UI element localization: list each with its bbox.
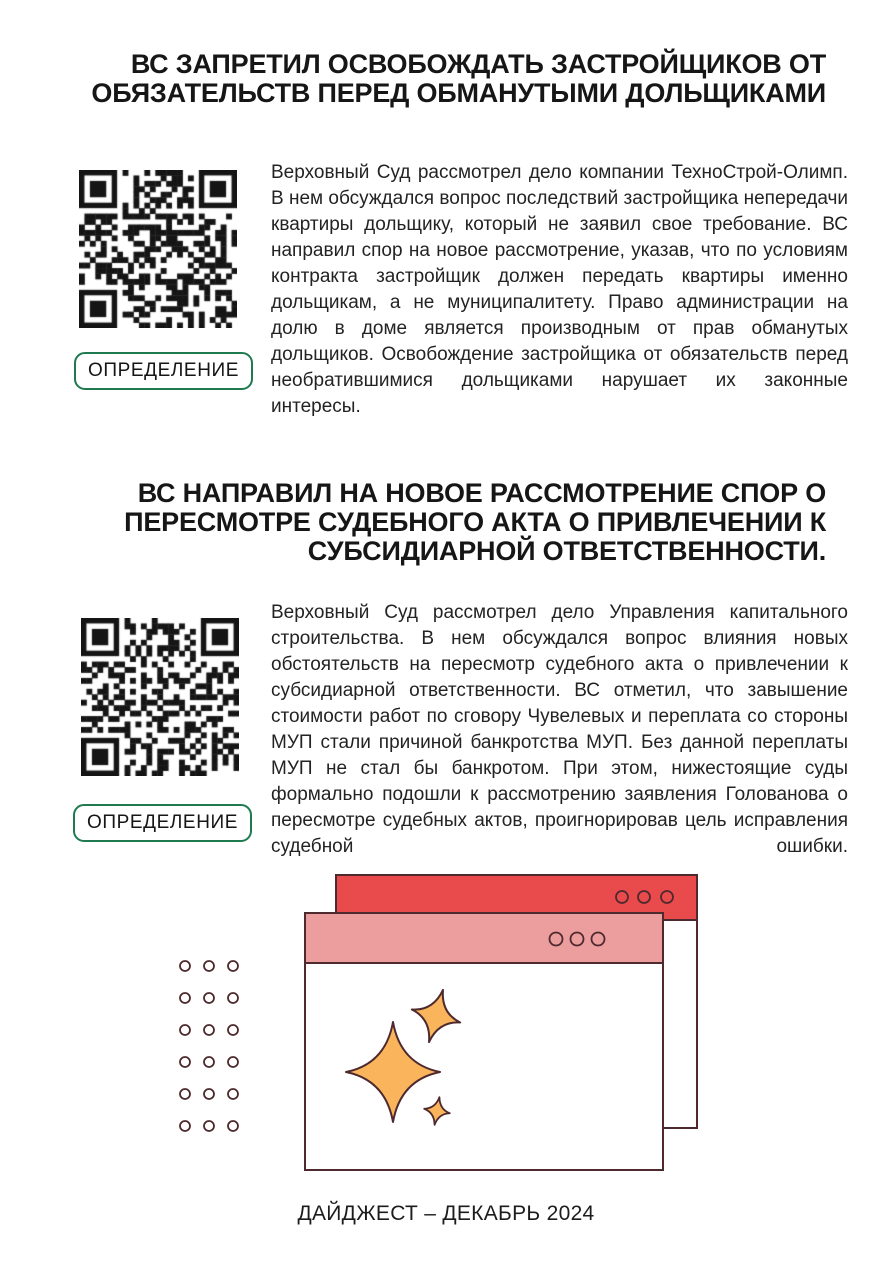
section-1-title: ВС ЗАПРЕТИЛ ОСВОБОЖДАТЬ ЗАСТРОЙЩИКОВ ОТ ОБЯЗАТЕЛЬСТВ ПЕРЕД ОБМАНУТЫМИ ДОЛЬЩИКАМИ <box>91 49 826 108</box>
qr-code <box>79 170 237 328</box>
section-2-title: ВС НАПРАВИЛ НА НОВОЕ РАССМОТРЕНИЕ СПОР О ПЕРЕСМОТРЕ СУДЕБНОГО АКТА О ПРИВЛЕЧЕНИИ К СУБСИДИАРНОЙ ОТВЕТСТВЕННОСТИ. <box>124 478 826 566</box>
browser-windows-illustration <box>170 865 710 1185</box>
section-2-body: Верховный Суд рассмотрел дело Управления капитального строительства. В нем обсуждался вопрос влияния новых обстоятельств на пересмотр судебного акта о привлечении к субсидиарной ответственности. ВС отметил, что завышение стоимости работ по сговору Чувелевых и переплата со стороны МУП стали причиной банкротства МУП. Без данной переплаты МУП не стал бы банкротом. При этом, нижестоящие суды формально подошли к рассмотрению заявления Голованова о пересмотре судебных актов, проигнорировав цель исправления судебной ошибки. <box>271 602 848 857</box>
qr-code <box>81 618 239 776</box>
section-1-body: Верховный Суд рассмотрел дело компании ТехноСтрой-Олимп. В нем обсуждался вопрос последствий застройщика непередачи квартиры дольщику, который не заявил свое требование. ВС направил спор на новое рассмотрение, указав, что по условиям контракта застройщик должен передать квартиры именно дольщикам, а не муниципалитету. Право администрации на долю в доме является производным от прав обманутых дольщиков. Освобождение застройщика от обязательств перед необратившимися дольщиками нарушает их законные интересы. <box>271 162 848 417</box>
determination-button[interactable]: ОПРЕДЕЛЕНИЕ <box>73 804 252 842</box>
dot-grid-icon <box>180 961 238 1131</box>
determination-button[interactable]: ОПРЕДЕЛЕНИЕ <box>74 352 253 390</box>
footer-text: ДАЙДЖЕСТ – ДЕКАБРЬ 2024 <box>297 1202 595 1225</box>
front-browser-window <box>305 913 663 1170</box>
